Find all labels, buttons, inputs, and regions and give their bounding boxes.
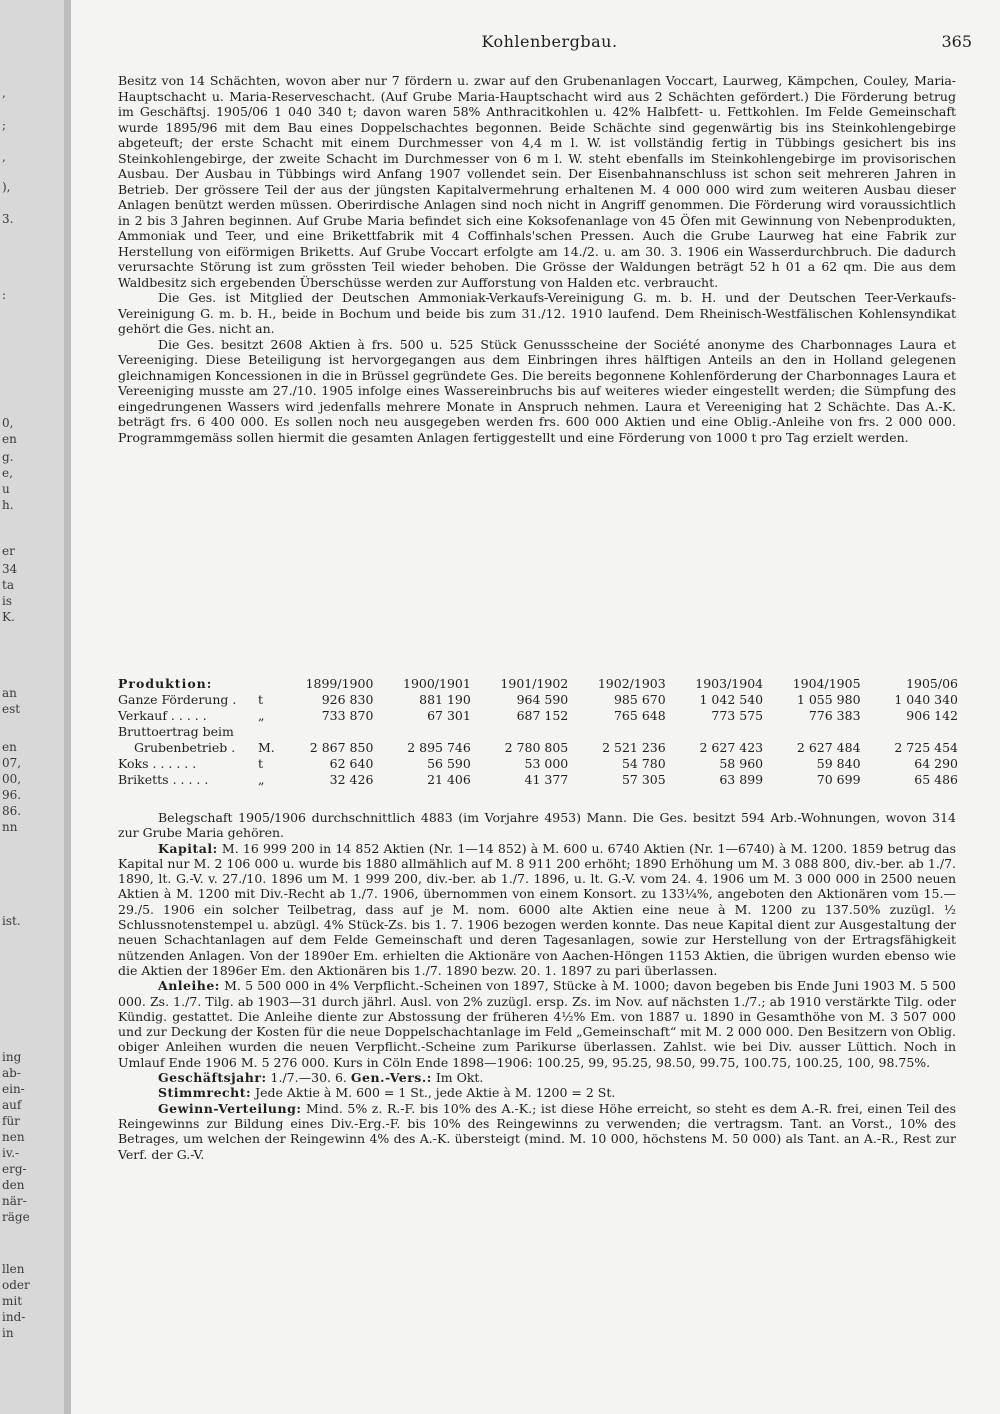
margin-fragment: is: [2, 594, 12, 608]
margin-fragment: für: [2, 1114, 20, 1128]
table-cell: 906 142: [906, 708, 958, 723]
margin-fragment: ;: [2, 118, 7, 132]
margin-fragment: en: [2, 432, 17, 446]
table-cell: 2 627 484: [796, 740, 861, 755]
table-cell: 67 301: [427, 708, 471, 723]
table-cell: 881 190: [419, 692, 471, 707]
row-unit: „: [258, 772, 265, 787]
paragraph-text: Im Okt.: [435, 1070, 484, 1086]
row-unit: M.: [258, 740, 275, 755]
table-row: [118, 724, 958, 740]
table-cell: 64 290: [914, 756, 958, 771]
row-label: Bruttoertrag beim: [118, 724, 234, 739]
margin-fragment: g.: [2, 450, 14, 464]
section-label: Gen.-Vers.:: [350, 1070, 432, 1086]
margin-fragment: est: [2, 702, 21, 716]
paragraph: [118, 841, 956, 979]
table-row: [118, 756, 958, 772]
company-details: [118, 810, 956, 1162]
table-cell: 985 670: [613, 692, 666, 707]
paragraph: Die Ges. besitzt 2608 Aktien à frs. 500 u. 525 Stück Genussscheine der Société anonyme des Charbonnages Laura et Vereeniging. Diese Beteiligung ist hervorgegangen aus dem Einbringen ihres hälftigen Anteils an den in Holland gelegenen gleichnamigen Koncessionen in die in Brüssel gegründete Ges. Die bereits begonnene Kohlenförderung der Charbonnages Laura et Vereeniging musste am 27./10. 1905 infolge eines Wassereinbruchs bis auf weiteres wieder eingestellt werden; die Sümpfung des eingedrungenen Wassers wird jedenfalls mehrere Monate in Anspruch nehmen. Laura et Vereeniging hat 2 Schächte. Das A.-K. beträgt frs. 6 400 000. Es sollen noch neu ausgegeben werden frs. 600 000 Aktien und eine Oblig.-Anleihe von frs. 2 000 000. Programmgemäss sollen hiermit die gesamten Anlagen fertiggestellt und eine Förderung von 1000 t pro Tag erzielt werden.: [118, 336, 956, 445]
margin-fragment: mit: [2, 1294, 23, 1308]
running-header: [119, 32, 980, 56]
paragraph: Die Ges. ist Mitglied der Deutschen Ammoniak-Verkaufs-Vereinigung G. m. b. H. und der Deutschen Teer-Verkaufs-Vereinigung G. m. b. H., beide in Bochum und beide bis zum 31./12. 1910 laufend. Dem Rheinisch-Westfälischen Kohlensyndikat gehört die Ges. nicht an.: [118, 290, 956, 336]
table-cell: 926 830: [321, 692, 374, 707]
margin-fragment: nen: [2, 1130, 25, 1144]
row-unit: t: [258, 756, 264, 771]
section-label: Anleihe:: [158, 978, 220, 994]
paragraph: Besitz von 14 Schächten, wovon aber nur 7 fördern u. zwar auf den Grubenanlagen Voccart, Laurweg, Kämpchen, Couley, Maria-Hauptschacht u. Maria-Reserveschacht. (Auf Grube Maria-Hauptschacht wird aus 2 Schächten gefördert.) Die Förderung betrug im Geschäftsj. 1905/06 1 040 340 t; davon waren 58% Anthracitkohlen u. 42% Halbfett- u. Fettkohlen. Im Felde Gemeinschaft wurde 1895/96 mit dem Bau eines Doppelschachtes begonnen. Beide Schächte sind gegenwärtig bis ins Steinkohlengebirge abgeteuft; der erste Schacht mit einem Durchmesser von 4,4 m l. W. ist vollständig fertig in Tübbings gesichert bis ins Steinkohlengebirge, der zweite Schacht im Durchmesser von 6 m l. W. steht ebenfalls im Steinkohlengebirge im provisorischen Ausbau. Der Ausbau in Tübbings wird Anfang 1907 vollendet sein. Der Eisenbahnanschluss ist schon seit mehreren Jahren in Betrieb. Der grössere Teil der aus der jüngsten Kapitalvermehrung erhaltenen M. 4 000 000 wird zum weiteren Ausbau dieser Anlagen benützt werden müssen. Oberirdische Anlagen sind noch nicht in Angriff genommen. Die Förderung wird voraussichtlich in 2 bis 3 Jahren beginnen. Auf Grube Maria befindet sich eine Koksofenanlage von 45 Öfen mit Gewinnung von Nebenprodukten, Ammoniak und Teer, und eine Brikettfabrik mit 4 Coffinhals'schen Pressen. Auch die Grube Laurweg hat eine Fabrik zur Herstellung von eiförmigen Briketts. Auf Grube Voccart erfolgte am 14./2. u. am 30. 3. 1906 ein Wasserdurchbruch. Die dadurch verursachte Störung ist zum grössten Teil wieder behoben. Die Grösse der Waldungen beträgt 52 h 01 a 62 qm. Die aus dem Waldbesitz sich ergebenden Überschüsse werden zur Aufforstung von Halden etc. verbraucht.: [118, 73, 956, 290]
margin-fragment: när-: [2, 1194, 27, 1208]
table-row: [118, 772, 958, 788]
margin-fragment: e,: [2, 466, 13, 480]
margin-fragment: nn: [2, 820, 18, 834]
margin-fragment: iv.-: [2, 1146, 20, 1160]
production-table: [118, 676, 958, 788]
table-cell: 65 486: [914, 772, 958, 787]
margin-fragment: auf: [2, 1098, 22, 1112]
paragraph-text: Belegschaft 1905/1906 durchschnittlich 4883 (im Vorjahre 4953) Mann. Die Ges. besitzt 594 Arb.-Wohnungen, wovon 314 zur Grube Maria gehören.: [118, 810, 956, 841]
margin-fragment: ta: [2, 578, 14, 592]
table-cell: 2 627 423: [699, 740, 764, 755]
section-label: Geschäftsjahr:: [158, 1070, 267, 1086]
table-cell: 21 406: [427, 772, 471, 787]
year-header: 1901/1902: [500, 676, 569, 691]
margin-fragment: ein-: [2, 1082, 25, 1096]
row-label: Koks . . . . . .: [118, 756, 197, 771]
row-unit: t: [258, 692, 264, 707]
table-cell: 733 870: [321, 708, 374, 723]
margin-fragment: ist.: [2, 914, 21, 928]
margin-fragment: ,: [2, 150, 6, 164]
margin-fragment: an: [2, 686, 17, 700]
paragraph-text: M. 16 999 200 in 14 852 Aktien (Nr. 1—14 852) à M. 600 u. 6740 Aktien (Nr. 1—6740) à M. 1200. 1859 betrug das Kapital nur M. 2 106 000 u. wurde bis 1880 allmählich auf M. 8 911 200 erhöht; 1890 Erhöhung um M. 3 088 800, div.-ber. ab 1./7. 1890, lt. G.-V. v. 27./10. 1896 um M. 1 999 200, div.-ber. ab 1./7. 1896, u. lt. G.-V. vom 24. 4. 1906 um M. 3 000 000 in 2500 neuen Aktien à M. 1200 mit Div.-Recht ab 1./7. 1906, übernommen von einem Konsort. zu 133¼%, angeboten den Aktionären vom 15.—29./5. 1906 ein solcher Teilbetrag, dass auf je M. nom. 6000 alte Aktien eine neue à M. 1200 zu 137.50% zuzügl. ½ Schlussnotenstempel u. abzügl. 4% Stück-Zs. bis 1. 7. 1906 bezogen werden konnte. Das neue Kapital dient zur Ausgestaltung der neuen Schachtanlagen auf dem Felde Gemeinschaft und deren Tagesanlagen, sowie zur Herstellung von der Ertragsfähigkeit nützenden Anlagen. Von der 1890er Em. erhielten die Aktionäre von Aachen-Höngen 1153 Aktien, die übrigen wurden ebenso wie die Aktien der 1896er Em. den Aktionären bis 1./7. 1890 bezw. 20. 1. 1897 zu pari überlassen.: [118, 840, 956, 978]
table-header-row: [118, 676, 958, 692]
margin-fragment: räge: [2, 1210, 30, 1224]
table-cell: 687 152: [516, 708, 569, 723]
margin-fragment: 07,: [2, 756, 22, 770]
margin-fragment: den: [2, 1178, 25, 1192]
year-header: 1899/1900: [305, 676, 374, 691]
margin-fragment: K.: [2, 610, 15, 624]
body-text: [118, 73, 956, 445]
table-cell: 56 590: [427, 756, 471, 771]
table-cell: 53 000: [524, 756, 569, 771]
book-gutter: [64, 0, 71, 1414]
margin-fragment: 00,: [2, 772, 22, 786]
table-cell: 70 699: [816, 772, 861, 787]
row-label: Briketts . . . . .: [118, 772, 209, 787]
table-cell: 1 042 540: [699, 692, 764, 707]
table-cell: 1 055 980: [796, 692, 861, 707]
paragraph-text: Mind. 5% z. R.-F. bis 10% des A.-K.; ist diese Höhe erreicht, so steht es dem A.-R. frei, einen Teil des Reingewinns zur Bildung eines Div.-Erg.-F. bis 10% des Reingewinns zu verwenden; die vertragsm. Tant. an Vorst., 10% des Betrages, um welchen der Reingewinn 4% des A.-K. übersteigt (mind. M. 10 000, höchstens M. 50 000) als Tant. an A.-R., Rest zur Verf. der G.-V.: [118, 1100, 956, 1162]
document-page: [71, 0, 1000, 1414]
table-cell: 2 895 746: [407, 740, 471, 755]
year-header: 1904/1905: [792, 676, 861, 691]
table-cell: 773 575: [711, 708, 764, 723]
margin-fragment: h.: [2, 498, 14, 512]
paragraph: [118, 1101, 956, 1162]
table-cell: 41 377: [524, 772, 569, 787]
margin-fragment: 34: [2, 562, 18, 576]
table-row: [118, 740, 958, 756]
year-header: 1903/1904: [695, 676, 764, 691]
row-unit: „: [258, 708, 265, 723]
margin-fragment: 86.: [2, 804, 22, 818]
previous-page-edge: [0, 0, 64, 1414]
paragraph: [118, 810, 956, 841]
running-title: Kohlenbergbau.: [481, 32, 618, 51]
table-cell: 776 383: [808, 708, 861, 723]
table-cell: 2 725 454: [894, 740, 958, 755]
table-cell: 765 648: [613, 708, 666, 723]
margin-fragment: 96.: [2, 788, 22, 802]
table-cell: 964 590: [516, 692, 569, 707]
paragraph: [118, 1085, 956, 1100]
row-label: Verkauf . . . . .: [118, 708, 207, 723]
table-cell: 2 780 805: [504, 740, 569, 755]
table-cell: 57 305: [621, 772, 666, 787]
margin-fragment: ,: [2, 86, 6, 100]
table-cell: 59 840: [816, 756, 861, 771]
margin-fragment: oder: [2, 1278, 30, 1292]
margin-fragment: ab-: [2, 1066, 21, 1080]
table-heading: Produktion:: [118, 676, 213, 691]
paragraph-text: M. 5 500 000 in 4% Verpflicht.-Scheinen von 1897, Stücke à M. 1000; davon begeben bis Ende Juni 1903 M. 5 500 000. Zs. 1./7. Tilg. ab 1903—31 durch jährl. Ausl. von 2% zuzügl. ersp. Zs. im Nov. auf nächsten 1./7.; ab 1910 verstärkte Tilg. oder Kündig. gestattet. Die Anleihe diente zur Abstossung der früheren 4½% Em. von 1887 u. 1890 in Gesamthöhe von M. 3 507 000 und zur Deckung der Kosten für die neue Doppelschachtanlage im Feld „Gemeinschaft“ mit M. 2 000 000. Den Besitzern von Oblig. obiger Anleihen wurden die neuen Verpflicht.-Scheine zum Parikurse überlassen. Zahlst. wie bei Div. ausser Lüttich. Noch in Umlauf Ende 1906 M. 5 276 000. Kurs in Cöln Ende 1898—1906: 100.25, 99, 95.25, 98.50, 99.75, 100.75, 100.25, 100, 98.75%.: [118, 978, 956, 1070]
margin-fragment: llen: [2, 1262, 25, 1276]
year-header: 1905/06: [906, 676, 958, 691]
table-cell: 62 640: [329, 756, 374, 771]
row-label: Ganze Förderung .: [118, 692, 237, 707]
margin-fragment: 3.: [2, 212, 14, 226]
table-cell: 63 899: [719, 772, 764, 787]
margin-fragment: erg-: [2, 1162, 27, 1176]
table-cell: 58 960: [719, 756, 764, 771]
row-label: Grubenbetrieb .: [134, 740, 236, 755]
paragraph: [118, 978, 956, 1070]
margin-fragment: en: [2, 740, 17, 754]
section-label: Gewinn-Verteilung:: [158, 1100, 302, 1116]
year-header: 1900/1901: [403, 676, 471, 691]
table-cell: 2 867 850: [309, 740, 374, 755]
table-cell: 1 040 340: [894, 692, 958, 707]
margin-fragment: ind-: [2, 1310, 26, 1324]
margin-fragment: ing: [2, 1050, 22, 1064]
margin-fragment: in: [2, 1326, 14, 1340]
margin-fragment: 0,: [2, 416, 14, 430]
year-header: 1902/1903: [597, 676, 666, 691]
table-cell: 2 521 236: [602, 740, 666, 755]
section-label: Stimmrecht:: [158, 1085, 252, 1101]
table-cell: 32 426: [329, 772, 374, 787]
paragraph: [118, 1070, 956, 1085]
margin-fragment: ),: [2, 180, 11, 194]
section-label: Kapital:: [158, 840, 218, 856]
paragraph-text: Jede Aktie à M. 600 = 1 St., jede Aktie à M. 1200 = 2 St.: [255, 1085, 616, 1101]
table-row: [118, 708, 958, 724]
page-number: 365: [941, 32, 972, 51]
table-cell: 54 780: [621, 756, 666, 771]
paragraph-text: 1./7.—30. 6.: [270, 1070, 347, 1086]
table-row: [118, 692, 958, 708]
margin-fragment: u: [2, 482, 10, 496]
margin-fragment: :: [2, 288, 7, 302]
margin-fragment: er: [2, 544, 15, 558]
